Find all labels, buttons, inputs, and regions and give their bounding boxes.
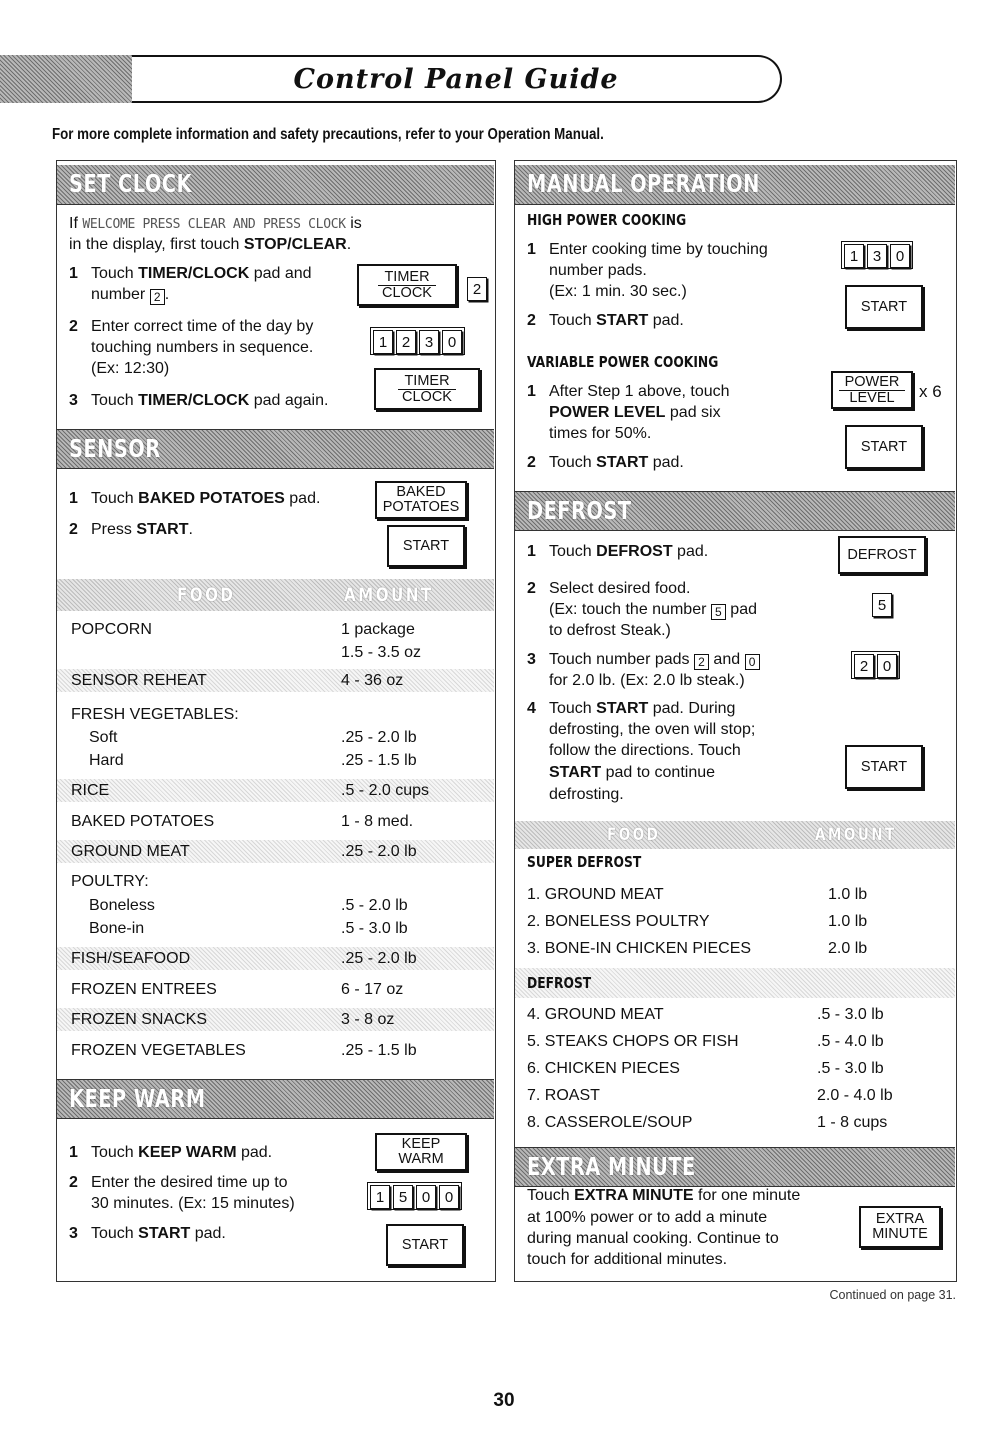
digit-key[interactable]: 1 <box>844 244 864 268</box>
start-button[interactable] <box>845 745 923 789</box>
intro-period: . <box>346 236 352 253</box>
food-cell: BAKED POTATOES <box>71 813 215 830</box>
step-text: . <box>188 521 193 538</box>
step-bold: START <box>136 521 189 538</box>
variable-step-2 <box>527 452 684 473</box>
step-text: pad. <box>190 1225 226 1242</box>
set-clock-step-1-line2 <box>91 284 169 305</box>
food-cell: 1. GROUND MEAT <box>527 886 664 903</box>
step-number: 3 <box>69 392 78 409</box>
table-row <box>57 703 494 726</box>
intro-text: in the display, first touch <box>69 236 244 253</box>
high-step-2 <box>527 310 684 331</box>
defrost-button[interactable] <box>838 536 926 574</box>
page-title: Control Panel Guide <box>293 63 619 95</box>
step-text: Enter cooking time by touching <box>549 241 768 258</box>
step-text: follow the directions. Touch <box>549 742 741 759</box>
amount-cell: .5 - 2.0 cups <box>341 782 430 799</box>
food-cell: 5. STEAKS CHOPS OR FISH <box>527 1033 739 1050</box>
keep-warm-header <box>57 1079 494 1119</box>
step-text: number <box>91 286 150 303</box>
digit-key[interactable]: 0 <box>442 330 462 354</box>
defrost-step-2 <box>527 578 690 599</box>
step-number: 2 <box>527 312 536 329</box>
step-text: Touch number pads <box>549 651 694 668</box>
sensor-step-2 <box>69 519 193 540</box>
table-row <box>57 726 494 749</box>
step-number: 1 <box>69 1144 78 1161</box>
sensor-table-header <box>57 579 494 611</box>
keep-warm-title: KEEP WARM <box>69 1084 206 1113</box>
set-clock-intro <box>69 213 362 235</box>
high-step-1 <box>527 239 768 260</box>
high-power-title: HIGH POWER COOKING <box>527 211 687 229</box>
intro-is: is <box>350 215 362 232</box>
key-label: DEFROST <box>847 546 917 563</box>
table-row <box>57 840 494 863</box>
table-row <box>515 883 955 906</box>
food-cell: Bone-in <box>89 920 145 937</box>
column-food: FOOD <box>607 825 661 845</box>
super-defrost-title: SUPER DEFROST <box>527 853 642 871</box>
title-bar-shade <box>0 55 135 103</box>
step-number: 3 <box>527 651 536 668</box>
step-text: pad. <box>648 454 684 471</box>
timer-clock-button[interactable] <box>374 368 480 410</box>
inline-digit-key: 0 <box>745 654 760 670</box>
continued-note: Continued on page 31. <box>829 1288 956 1302</box>
step-bold: EXTRA MINUTE <box>574 1187 694 1204</box>
food-cell: 8. CASSEROLE/SOUP <box>527 1114 693 1131</box>
table-row <box>515 1084 955 1107</box>
extra-minute-title: EXTRA MINUTE <box>527 1152 696 1181</box>
key-label: POTATOES <box>382 499 460 515</box>
step-number: 1 <box>527 241 536 258</box>
step-text: pad. <box>236 1144 273 1161</box>
digit-key[interactable]: 0 <box>416 1185 436 1209</box>
amount-cell: .25 - 2.0 lb <box>341 843 417 860</box>
step-text: Touch <box>91 1144 139 1161</box>
step-text: Touch <box>91 265 139 282</box>
amount-cell: 1.5 - 3.5 oz <box>341 644 422 661</box>
step-bold: BAKED POTATOES <box>138 490 285 507</box>
step-text: After Step 1 above, touch <box>549 383 730 400</box>
defrost-food-table <box>515 1003 955 1143</box>
step-number: 1 <box>527 543 536 560</box>
step-text: Touch <box>549 454 597 471</box>
key-label: WARM <box>398 1151 444 1167</box>
left-panel <box>56 160 496 1282</box>
amount-cell: 4 - 36 oz <box>341 672 404 689</box>
step-text: pad again. <box>249 392 329 409</box>
step-text: pad <box>725 601 757 618</box>
step-text: pad six <box>665 404 721 421</box>
display-message: WELCOME PRESS CLEAR AND PRESS CLOCK <box>82 217 346 232</box>
step-text: 30 minutes. (Ex: 15 minutes) <box>91 1195 295 1212</box>
food-cell: Hard <box>89 752 124 769</box>
column-amount: AMOUNT <box>344 584 434 606</box>
step-number: 2 <box>527 580 536 597</box>
step-number: 1 <box>527 383 536 400</box>
keep-warm-step-3 <box>69 1223 226 1244</box>
table-row <box>57 870 494 893</box>
key-label: START <box>860 438 908 455</box>
step-text: . <box>164 286 170 303</box>
step-text: Touch <box>91 490 139 507</box>
extra-minute-line-1 <box>527 1185 800 1206</box>
amount-cell: .5 - 3.0 lb <box>817 1060 884 1077</box>
step-text: pad and <box>249 265 312 282</box>
amount-cell: .25 - 2.0 lb <box>341 729 417 746</box>
set-clock-step-3 <box>69 390 328 411</box>
table-row <box>515 1030 955 1053</box>
step-text: Touch <box>527 1187 575 1204</box>
defrost-step-4 <box>527 698 735 719</box>
table-row <box>57 618 494 641</box>
step-bold: START <box>138 1225 191 1242</box>
amount-cell: 6 - 17 oz <box>341 981 404 998</box>
step-number: 2 <box>69 1174 78 1191</box>
intro-note: For more complete information and safety precautions, refer to your Operation Manual. <box>52 126 604 143</box>
food-cell: RICE <box>71 782 110 799</box>
defrost-step-2-line2 <box>549 599 757 620</box>
defrost-table-header <box>515 821 955 849</box>
step-bold: TIMER/CLOCK <box>138 265 250 282</box>
title-pill <box>132 55 782 103</box>
food-cell: FROZEN SNACKS <box>71 1011 208 1028</box>
manual-operation-header <box>515 165 955 205</box>
table-row <box>57 749 494 772</box>
amount-cell: 1 - 8 med. <box>341 813 414 830</box>
digit-key[interactable]: 2 <box>467 277 487 301</box>
digit-key[interactable]: 1 <box>370 1185 390 1209</box>
food-cell: SENSOR REHEAT <box>71 672 207 689</box>
step-bold: POWER LEVEL <box>549 404 666 421</box>
intro-if: If <box>69 215 78 232</box>
amount-cell: 3 - 8 oz <box>341 1011 395 1028</box>
start-button[interactable] <box>845 285 923 329</box>
start-button[interactable] <box>845 425 923 469</box>
column-amount: AMOUNT <box>815 825 897 845</box>
step-text: to defrost Steak.) <box>549 622 671 639</box>
keep-warm-step-1 <box>69 1142 272 1163</box>
amount-cell: .25 - 1.5 lb <box>341 752 417 769</box>
amount-cell: .5 - 3.0 lb <box>817 1006 884 1023</box>
table-row <box>515 937 955 960</box>
step-text: Press <box>91 521 137 538</box>
step-text: Touch <box>91 1225 139 1242</box>
key-label: POWER <box>839 375 906 391</box>
digit-key[interactable]: 5 <box>393 1185 413 1209</box>
key-label: TIMER <box>378 270 435 286</box>
key-label: MINUTE <box>872 1226 928 1242</box>
key-label: CLOCK <box>402 388 452 405</box>
inline-digit-key: 5 <box>711 604 726 620</box>
food-cell: 3. BONE-IN CHICKEN PIECES <box>527 940 752 957</box>
defrost-step-1 <box>527 541 708 562</box>
step-text: Touch <box>549 543 597 560</box>
step-bold: TIMER/CLOCK <box>138 392 250 409</box>
step-text: pad. <box>672 543 709 560</box>
step-text: during manual cooking. Continue to <box>527 1230 779 1247</box>
column-food: FOOD <box>177 584 236 606</box>
table-row <box>515 1057 955 1080</box>
step-text: Touch <box>91 392 139 409</box>
keep-warm-step-2 <box>69 1172 288 1193</box>
step-text: Select desired food. <box>549 580 691 597</box>
digit-sequence <box>841 241 913 269</box>
food-cell: FISH/SEAFOOD <box>71 950 191 967</box>
step-text: pad. <box>284 490 321 507</box>
food-cell: 7. ROAST <box>527 1087 600 1104</box>
step-text: for one minute <box>693 1187 801 1204</box>
step-bold: DEFROST <box>596 543 673 560</box>
right-panel <box>514 160 957 1282</box>
step-text: Touch <box>549 700 597 717</box>
power-level-button[interactable] <box>831 371 913 409</box>
step-text: Enter correct time of the day by <box>91 318 314 335</box>
food-cell: 4. GROUND MEAT <box>527 1006 664 1023</box>
step-text: touch for additional minutes. <box>527 1251 728 1268</box>
step-text: for 2.0 lb. (Ex: 2.0 lb steak.) <box>549 672 745 689</box>
key-label: START <box>860 758 908 775</box>
food-cell: POPCORN <box>71 621 152 638</box>
repeat-count: x 6 <box>919 382 942 401</box>
digit-sequence <box>370 327 465 355</box>
step-example: (Ex: 1 min. 30 sec.) <box>549 283 687 300</box>
sensor-title: SENSOR <box>69 434 161 463</box>
food-cell: FROZEN VEGETABLES <box>71 1042 246 1059</box>
title-bar <box>0 55 800 103</box>
table-row <box>57 947 494 970</box>
key-label: KEEP <box>401 1136 441 1152</box>
amount-cell: 2.0 - 4.0 lb <box>817 1087 893 1104</box>
page-number: 30 <box>493 1390 515 1411</box>
step-bold: KEEP WARM <box>138 1144 237 1161</box>
food-cell: Boneless <box>89 897 155 914</box>
variable-step-1-line2 <box>549 402 721 423</box>
sensor-header <box>57 429 494 469</box>
sensor-step-1 <box>69 488 320 509</box>
step-text: and <box>708 651 745 668</box>
food-cell: FROZEN ENTREES <box>71 981 217 998</box>
step-text: defrosting, the oven will stop; <box>549 721 756 738</box>
table-row <box>57 978 494 1001</box>
set-clock-header <box>57 165 494 205</box>
key-label: START <box>401 1236 449 1253</box>
step-bold: START <box>596 700 649 717</box>
manual-operation-title: MANUAL OPERATION <box>527 169 760 198</box>
step-text: pad. During <box>648 700 736 717</box>
step-number: 4 <box>527 700 536 717</box>
stop-clear-label: STOP/CLEAR <box>243 236 347 253</box>
step-text: number pads. <box>549 262 647 279</box>
step-number: 2 <box>69 318 78 335</box>
key-label: CLOCK <box>382 284 432 301</box>
key-label: EXTRA <box>875 1211 925 1227</box>
amount-cell: 1.0 lb <box>828 913 868 930</box>
table-row <box>515 1111 955 1134</box>
digit-sequence <box>851 651 900 679</box>
defrost-table-title: DEFROST <box>527 974 592 992</box>
digit-key[interactable]: 2 <box>396 330 416 354</box>
table-row <box>57 894 494 917</box>
key-label: START <box>860 298 908 315</box>
variable-power-title: VARIABLE POWER COOKING <box>527 353 719 371</box>
step-text: Touch <box>549 312 597 329</box>
table-row <box>57 669 494 692</box>
sensor-food-table <box>57 617 494 1059</box>
digit-key[interactable]: 0 <box>890 244 910 268</box>
food-cell: 6. CHICKEN PIECES <box>527 1060 680 1077</box>
defrost-header <box>515 491 955 531</box>
table-row <box>57 779 494 802</box>
key-label: LEVEL <box>849 389 895 406</box>
amount-cell: .5 - 2.0 lb <box>341 897 408 914</box>
digit-key[interactable]: 2 <box>854 654 874 678</box>
amount-cell: .5 - 4.0 lb <box>817 1033 884 1050</box>
step-number: 2 <box>527 454 536 471</box>
set-clock-intro-line2 <box>69 234 351 255</box>
digit-key[interactable]: 3 <box>867 244 887 268</box>
table-row <box>57 917 494 940</box>
amount-cell: 1.0 lb <box>828 886 868 903</box>
defrost-step-3 <box>527 649 760 670</box>
table-row <box>515 1003 955 1026</box>
timer-clock-button[interactable] <box>357 264 457 306</box>
start-button[interactable] <box>386 1224 464 1266</box>
set-clock-title: SET CLOCK <box>69 169 193 198</box>
defrost-step-4-line4 <box>549 762 715 783</box>
step-text: touching numbers in sequence. <box>91 339 314 356</box>
step-text: Enter the desired time up to <box>91 1174 288 1191</box>
extra-minute-header <box>515 1147 955 1187</box>
variable-step-1 <box>527 381 730 402</box>
key-label: START <box>402 537 450 554</box>
key-label: TIMER <box>398 374 455 390</box>
food-cell: FRESH VEGETABLES: <box>71 706 239 723</box>
table-row <box>57 810 494 833</box>
start-button[interactable] <box>387 525 465 567</box>
step-text: (Ex: touch the number <box>549 601 711 618</box>
table-row <box>515 910 955 933</box>
step-number: 3 <box>69 1225 78 1242</box>
digit-sequence <box>367 1182 462 1210</box>
digit-key[interactable]: 5 <box>872 593 892 617</box>
step-bold: START <box>549 764 602 781</box>
digit-key[interactable]: 3 <box>419 330 439 354</box>
step-number: 2 <box>69 521 78 538</box>
amount-cell: 1 - 8 cups <box>817 1114 888 1131</box>
digit-key[interactable]: 1 <box>373 330 393 354</box>
step-number: 1 <box>69 265 78 282</box>
table-row <box>57 641 494 664</box>
amount-cell: .25 - 2.0 lb <box>341 950 417 967</box>
step-bold: START <box>596 312 649 329</box>
food-cell: Soft <box>89 729 118 746</box>
food-cell: POULTRY: <box>71 873 149 890</box>
set-clock-step-1 <box>69 263 312 284</box>
key-label: BAKED <box>396 484 446 500</box>
step-text: pad. <box>648 312 684 329</box>
extra-minute-button[interactable] <box>859 1206 941 1248</box>
inline-digit-key: 2 <box>150 289 165 305</box>
step-example: (Ex: 12:30) <box>91 360 170 377</box>
step-text: defrosting. <box>549 786 624 803</box>
table-row <box>57 1008 494 1031</box>
baked-potatoes-button[interactable] <box>375 481 467 519</box>
inline-digit-key: 2 <box>694 654 709 670</box>
amount-cell: 2.0 lb <box>828 940 868 957</box>
super-defrost-table <box>515 883 955 967</box>
food-cell: GROUND MEAT <box>71 843 190 860</box>
keep-warm-button[interactable] <box>375 1133 467 1171</box>
digit-key[interactable]: 0 <box>439 1185 459 1209</box>
food-cell: 2. BONELESS POULTRY <box>527 913 710 930</box>
step-text: pad to continue <box>601 764 716 781</box>
table-row <box>57 1039 494 1062</box>
step-bold: START <box>596 454 649 471</box>
set-clock-step-2 <box>69 316 313 337</box>
amount-cell: .5 - 3.0 lb <box>341 920 408 937</box>
amount-cell: 1 package <box>341 621 415 638</box>
amount-cell: .25 - 1.5 lb <box>341 1042 417 1059</box>
step-text: at 100% power or to add a minute <box>527 1209 768 1226</box>
step-text: times for 50%. <box>549 425 652 442</box>
defrost-title: DEFROST <box>527 496 632 525</box>
step-number: 1 <box>69 490 78 507</box>
digit-key[interactable]: 0 <box>877 654 897 678</box>
